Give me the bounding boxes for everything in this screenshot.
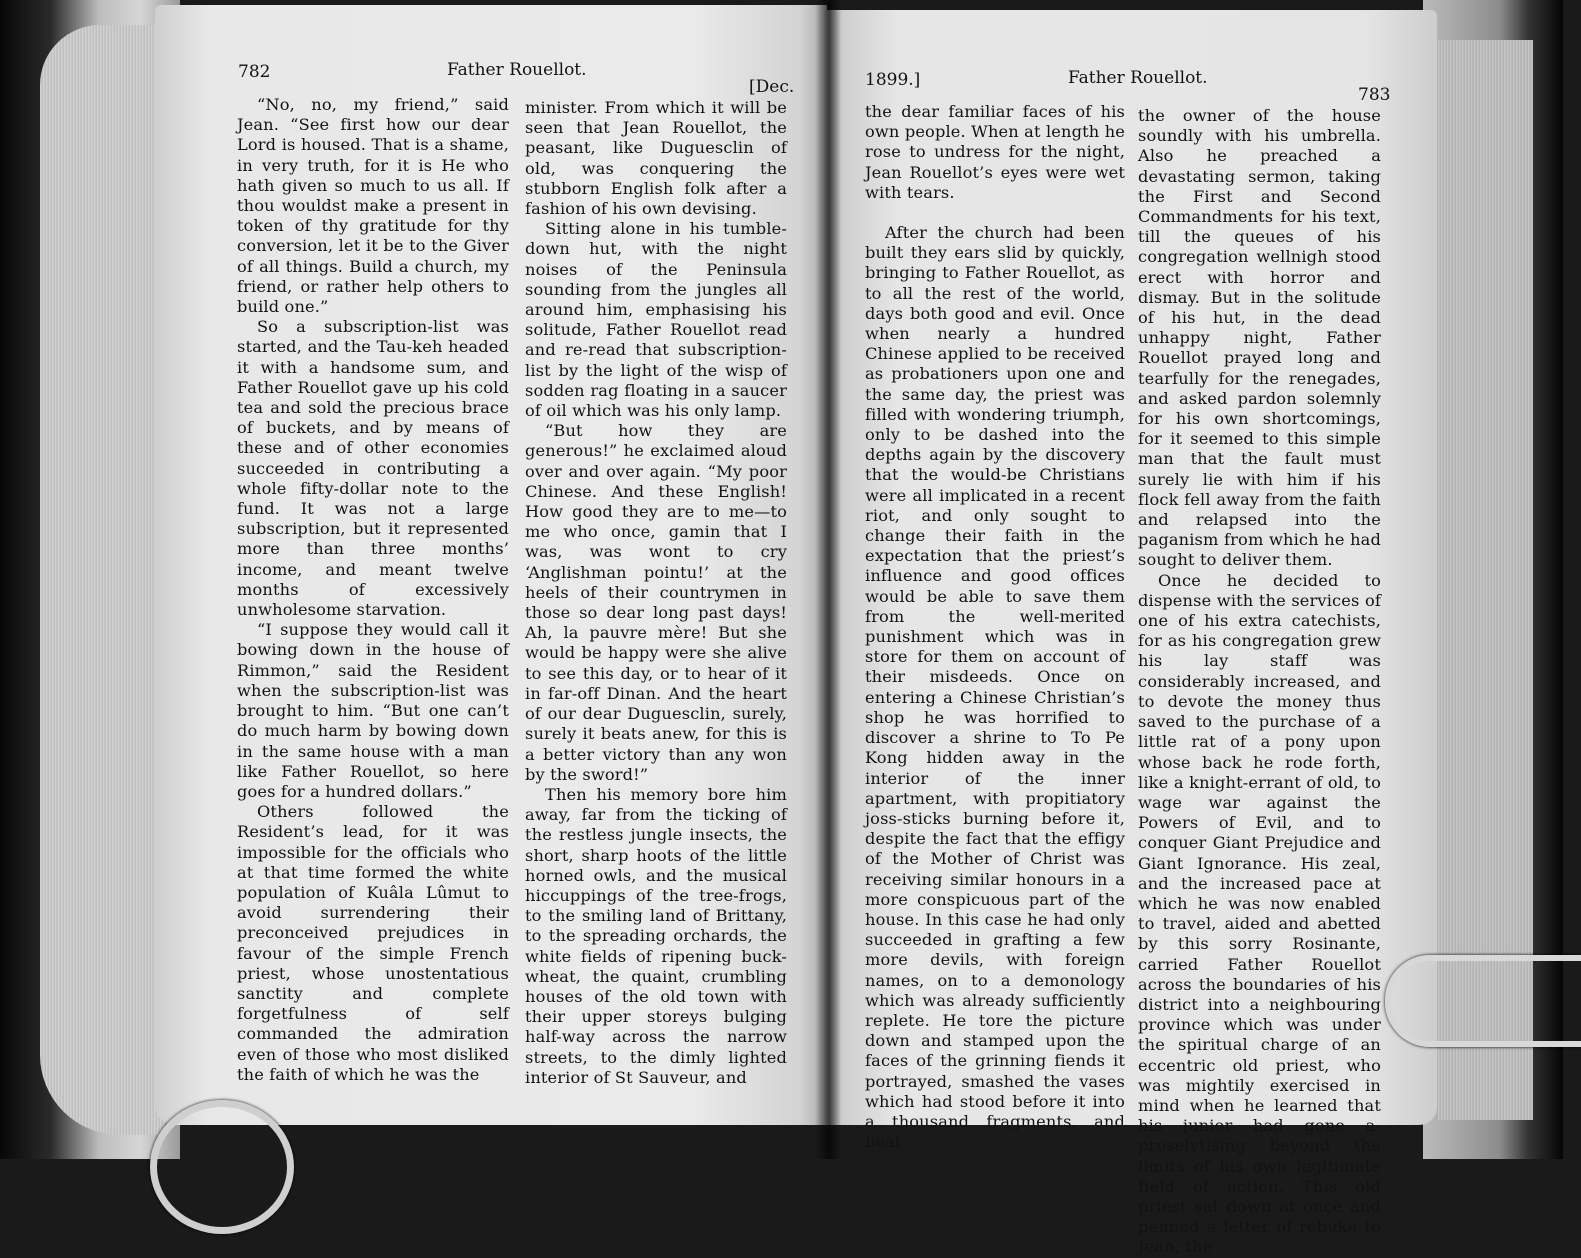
paragraph: Sitting alone in his tumble-down hut, with the night noises of the Peninsula sounding from the jungles all around him, emphasising his solitude, Father Rouellot read and re-read that subscription-list by the light of the wisp of sodden rag floating in a saucer of oil which was his only lamp.: [525, 219, 787, 421]
page-clip-ring: [150, 1100, 294, 1234]
paragraph: Once he decided to dispense with the services of one of his extra catechists, for as his congregation grew his lay staff was considerably increased, and to devote the money thus saved to the purchase of a little rat of a pony upon whose back he rode forth, like a knight-errant of old, to wage war against the Powers of Evil, and to conquer Giant Prejudice and Giant Ignorance. His zeal, and the increased pace at which he was now enabled to travel, aided and abetted by this sorry Rosinante, carried Father Rouellot across the boundaries of his district into a neighbouring province which was under the spiritual charge of an eccentric old priest, who was mightily exercised in mind when he learned that his junior had gone a-proselytising beyond the limits of his own legitimate field of action. This old priest sat down at once and penned a letter of rebuke to Jean, the: [1138, 570, 1381, 1257]
paragraph: “I suppose they would call it bowing down in the house of Rimmon,” said the Resident when the subscription-list was brought to him. “But one can’t do much harm by bowing down in the same house with a man like Father Rouellot, so here goes for a hundred dollars.”: [237, 620, 509, 801]
paragraph: minister. From which it will be seen that Jean Rouellot, the peasant, like Duguesclin of old, was conquering the stubborn English folk after a fashion of his own devising.: [525, 98, 787, 219]
running-date-left: [Dec.: [749, 77, 795, 97]
right-page-column-1: [865, 102, 1125, 1152]
left-page: [155, 5, 827, 1125]
paragraph: After the church had been built they ears slid by quickly, bringing to Father Rouellot, as to all the rest of the world, days both good and evil. Once when nearly a hundred Chinese applied to be received as probationers upon one and the same day, the priest was filled with wondering triumph, only to be dashed into the depths again by the discovery that the would-be Christians were all implicated in a recent riot, and only sought to change their faith in the expectation that the priest’s influence and good offices would be able to save them from the well-merited punishment which was in store for them on account of their misdeeds. Once on entering a Chinese Christian’s shop he was horrified to discover a shrine to To Pe Kong hidden away in the interior of the inner apartment, with propitiatory joss-sticks burning before it, despite the fact that the effigy of the Mother of Christ was receiving similar honours in a more conspicuous part of the house. In this case he had only succeeded in grafting a few more devils, with foreign names, on to a demonology which was already sufficiently replete. He tore the picture down and stamped upon the faces of the grinning fiends it portrayed, smashed the vases which had stood before it into a thousand fragments, and beat: [865, 223, 1125, 1152]
paragraph: the dear familiar faces of his own people. When at length he rose to undress for the night, Jean Rouellot’s eyes were wet with tears.: [865, 102, 1125, 202]
paragraph: Others followed the Resident’s lead, for it was impossible for the officials who at that time formed the white population of Kuâla Lûmut to avoid surrendering their preconceived prejudices in favour of the simple French priest, whose unostentatious sanctity and complete forgetfulness of self commanded the admiration even of those who most disliked the faith of which he was the: [237, 802, 509, 1084]
right-page: [825, 10, 1437, 1257]
paragraph: “But how they are generous!” he exclaimed aloud over and over again. “My poor Chinese. And these English! How good they are to me—to me who once, gamin that I was, was wont to cry ‘Anglishman pointu!’ at the heels of their countrymen in those so dear long past days! Ah, la pauvre mère! But she would be happy were she alive to see this day, or to hear of it in far-off Dinan. And the heart of our dear Duguesclin, surely, surely it beats anew, for this is a better victory than any won by the sword!”: [525, 421, 787, 784]
page-number-right: 783: [1358, 85, 1391, 105]
left-page-column-2: [525, 98, 787, 1088]
running-date-right: 1899.]: [865, 70, 921, 90]
paragraph: Then his memory bore him away, far from the ticking of the restless jungle insects, the short, sharp hoots of the little horned owls, and the musical hiccuppings of the tree-frogs, to the smiling land of Brittany, to the spreading orchards, the white fields of ripening buck-wheat, the quaint, crumbling houses of the old town with their upper storeys bulging half-way across the narrow streets, to the dimly lighted interior of St Sauveur, and: [525, 784, 787, 1087]
running-title-right: Father Rouellot.: [1068, 68, 1208, 88]
page-clip: [1385, 955, 1581, 1047]
running-title-left: Father Rouellot.: [447, 60, 587, 80]
paragraph: So a subscription-list was started, and the Tau-keh headed it with a handsome sum, and Father Rouellot gave up his cold tea and sold the precious brace of buckets, and by means of these and of other economies succeeded in contributing a whole fifty-dollar note to the fund. It was not a large subscription, but it represented more than three months’ income, and meant twelve months of excessively unwholesome starvation.: [237, 317, 509, 620]
paragraph: “No, no, my friend,” said Jean. “See first how our dear Lord is housed. That is a shame, in very truth, for it is He who hath given so much to us all. If thou wouldst make a present in token of thy gratitude for thy conversion, let it be to the Giver of all things. Build a church, my friend, or rather help others to build one.”: [237, 95, 509, 317]
left-page-edges: [0, 0, 180, 1159]
left-page-column-1: [237, 95, 509, 1085]
paragraph: the owner of the house soundly with his umbrella. Also he preached a devastating sermon, taking the First and Second Commandments for his text, till the queues of his congregation wellnigh stood erect with horror and dismay. But in the solitude of his hut, in the dead unhappy night, Father Rouellot prayed long and tearfully for the renegades, and asked pardon solemnly for his own shortcomings, for it seemed to this simple man that the fault must surely lie with him if his flock fell away from the faith and relapsed into the paganism from which he had sought to deliver them.: [1138, 106, 1381, 570]
page-number-left: 782: [238, 62, 271, 82]
book-gutter: [815, 0, 841, 1159]
right-page-column-2: [1138, 106, 1381, 1258]
